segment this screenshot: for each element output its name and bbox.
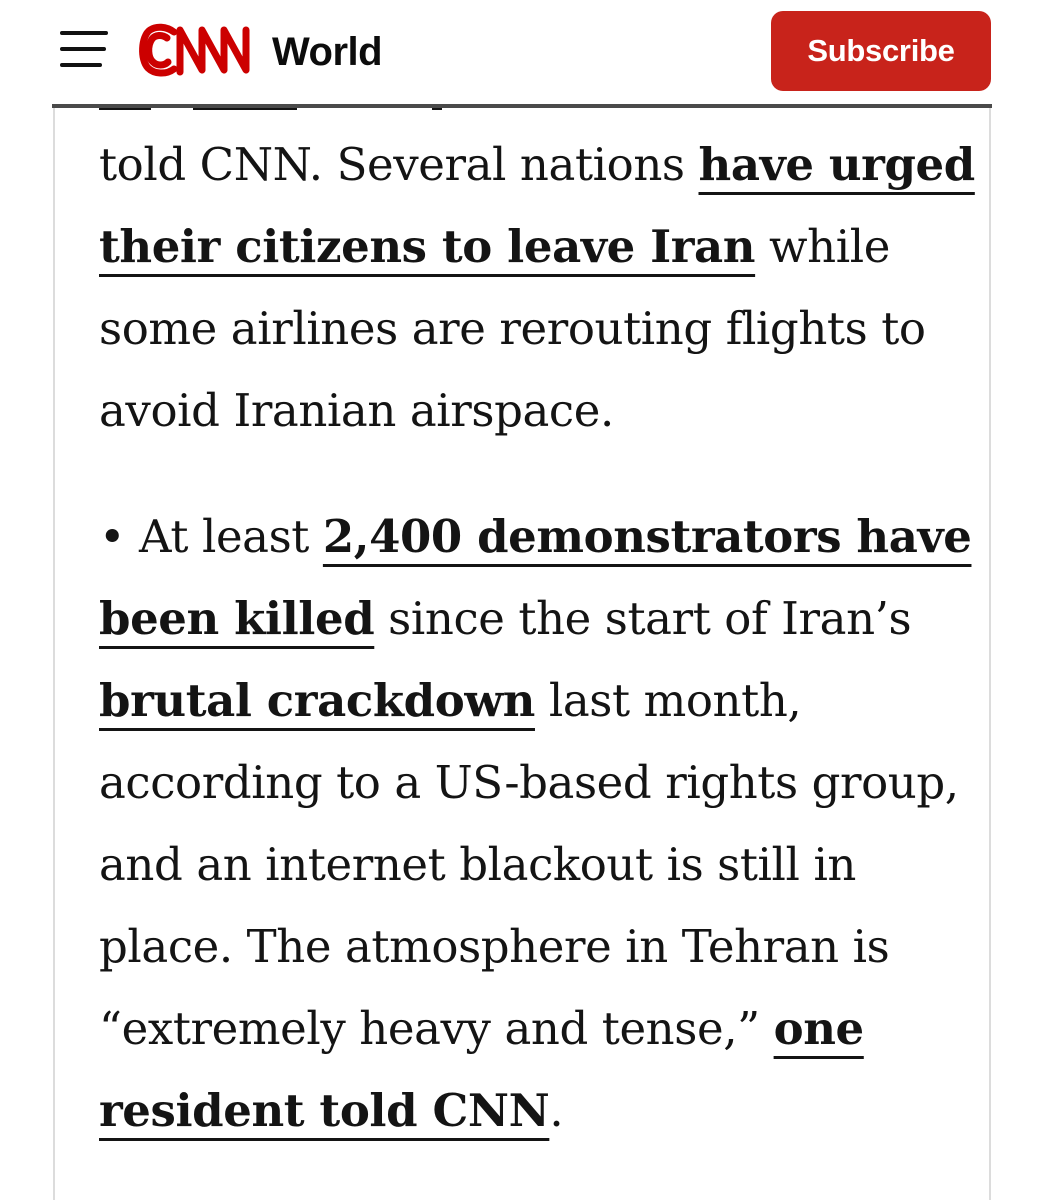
paragraph-text: . — [549, 1084, 564, 1137]
paragraph-text: since the start of Iran’s — [374, 592, 912, 645]
svg-text:CNN: CNN — [136, 20, 139, 21]
paragraph-text: At least — [125, 510, 323, 563]
paragraph-text: last month, according to a US-based rights group, and an internet blackout is still in place. The atmosphere in Tehran is “extremely heavy and tense,” — [99, 674, 959, 1055]
link-resident-told-cnn[interactable]: one resident told CNN — [99, 1002, 864, 1137]
header-divider — [52, 104, 992, 108]
cnn-logo[interactable] — [136, 20, 262, 80]
section-title-world[interactable]: World — [272, 30, 383, 74]
article-paragraph-bullet — [99, 496, 979, 1152]
bullet-point: • — [99, 510, 126, 563]
link-citizens-leave-iran[interactable]: have urged their citizens to leave Iran — [99, 138, 975, 273]
paragraph-text: told CNN. Several nations — [99, 138, 699, 191]
menu-line — [60, 31, 108, 35]
article-paragraph — [99, 124, 979, 452]
top-navigation-bar — [0, 0, 1044, 104]
link-brutal-crackdown[interactable]: brutal crackdown — [99, 674, 535, 727]
content-frame-left-border — [53, 104, 55, 1200]
content-frame-right-border — [989, 104, 991, 1200]
menu-line — [60, 47, 106, 51]
paragraph-text: while some airlines are rerouting flights to avoid Iranian airspace. — [99, 220, 926, 437]
link-demonstrators-killed[interactable]: 2,400 demonstrators have been killed — [99, 510, 972, 645]
subscribe-button[interactable]: Subscribe — [771, 11, 991, 91]
menu-line — [60, 63, 102, 67]
hamburger-menu-icon[interactable] — [60, 28, 110, 70]
